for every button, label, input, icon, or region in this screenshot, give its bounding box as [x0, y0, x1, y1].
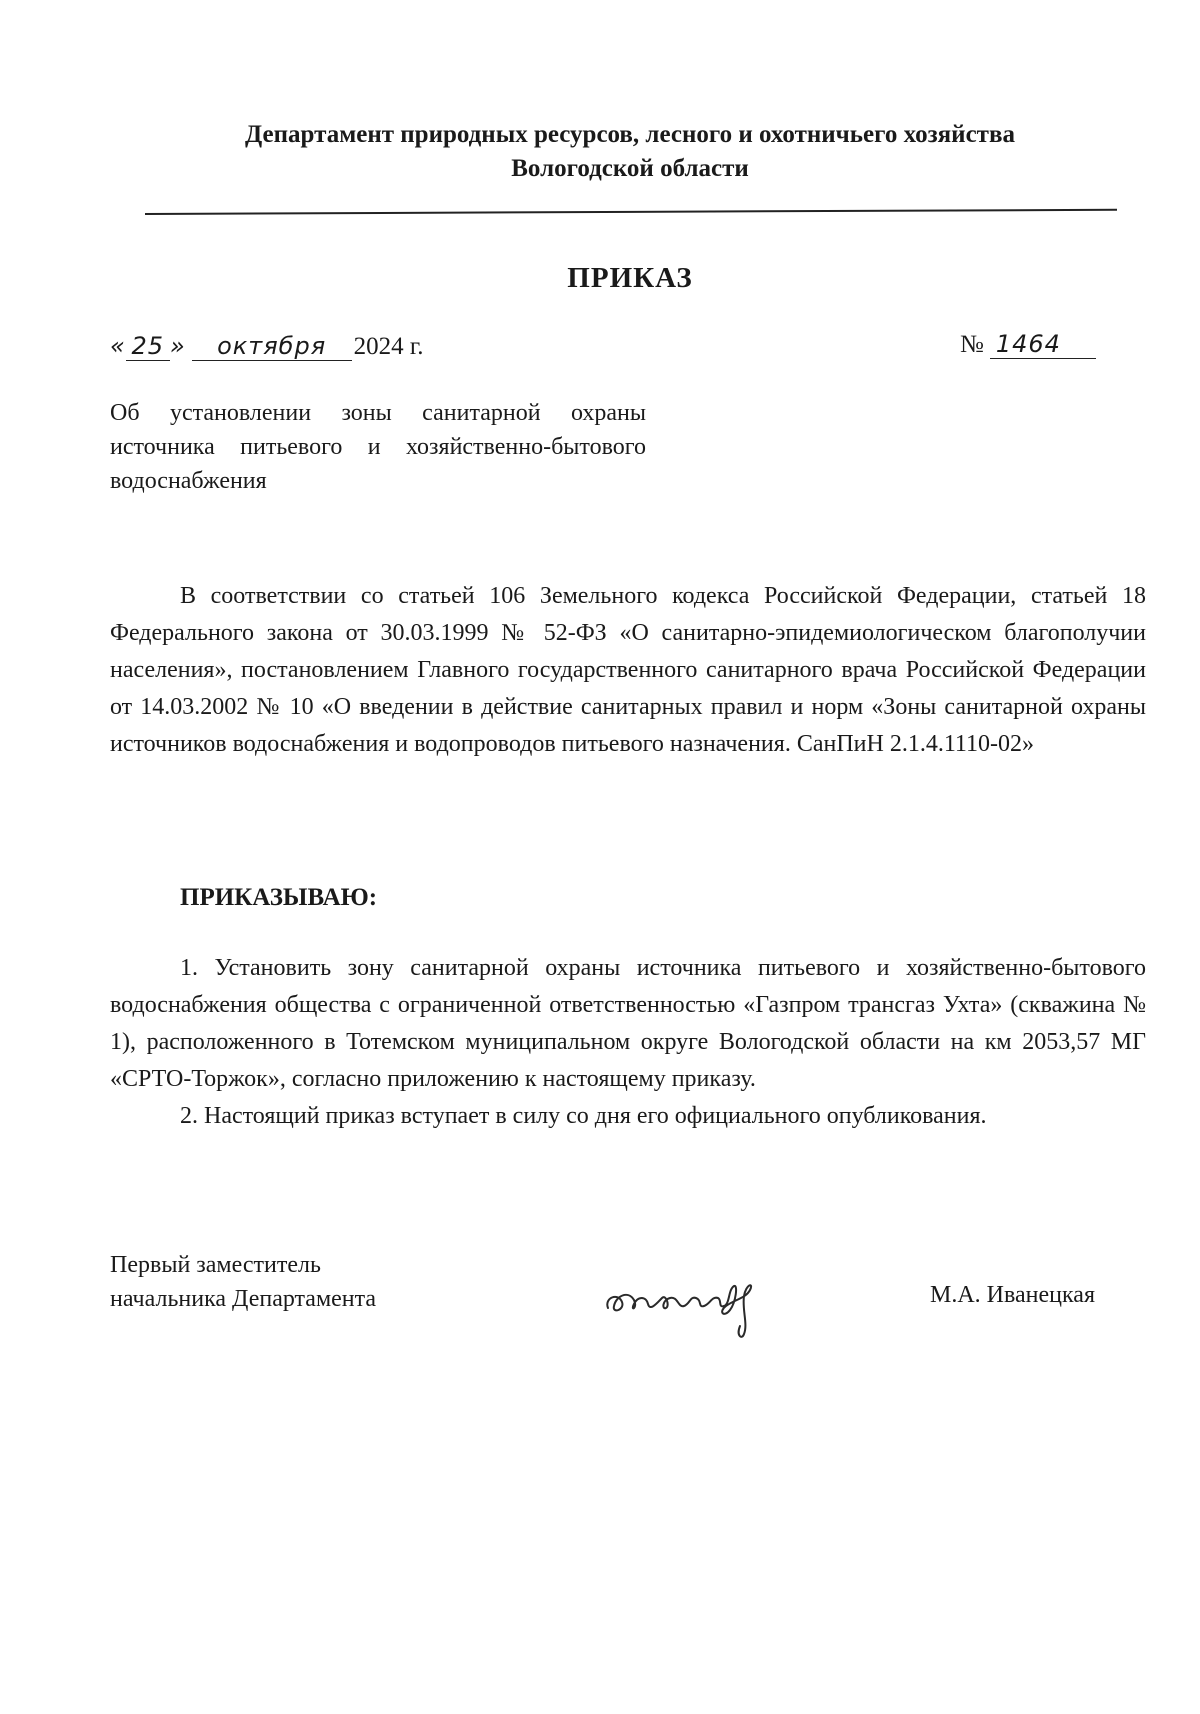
department-name-line-2: Вологодской области [511, 155, 749, 182]
date-close-quote: » [169, 332, 186, 360]
signatory-position [110, 1248, 376, 1316]
document-type-title: ПРИКАЗ [567, 262, 693, 294]
signatory-name: М.А. Иванецкая [930, 1282, 1095, 1308]
order-item-1: 1. Установить зону санитарной охраны источника питьевого и хозяйственно-бытового водоснабжения общества с ограниченной ответственностью «Газпром трансгаз Ухта» (скважина № 1), расположенного в Тотемском муниципальном округе Вологодской области на км 2053,57 МГ «СРТО-Торжок», согласно приложению к настоящему приказу. [110, 955, 1146, 1092]
order-items [110, 950, 1146, 1135]
order-date [110, 332, 424, 361]
department-name-line-1: Департамент природных ресурсов, лесного и охотничьего хозяйства [245, 121, 1015, 148]
department-header [140, 118, 1120, 186]
signatory-position-line-1: Первый заместитель [110, 1252, 321, 1278]
order-directive-heading: ПРИКАЗЫВАЮ: [180, 884, 378, 911]
number-sign: № [960, 331, 984, 358]
number-value: 1464 [990, 330, 1096, 359]
order-item-2: 2. Настоящий приказ вступает в силу со дня его официального опубликования. [180, 1103, 987, 1129]
header-divider [145, 209, 1117, 215]
order-subject: Об установлении зоны санитарной охраны источника питьевого и хозяйственно-бытового водоснабжения [110, 400, 646, 494]
signatory-position-line-2: начальника Департамента [110, 1286, 377, 1312]
order-number [960, 330, 1096, 359]
order-preamble: В соответствии со статьей 106 Земельного кодекса Российской Федерации, статьей 18 Федерального закона от 30.03.1999 № 52-ФЗ «О санитарно-эпидемиологическом благополучии населения», постановлением Главного государственного санитарного врача Российской Федерации от 14.03.2002 № 10 «О введении в действие санитарных правил и норм «Зоны санитарной охраны источников водоснабжения и водопроводов питьевого назначения. СанПиН 2.1.4.1110-02» [110, 583, 1146, 757]
date-year: 2024 г. [353, 333, 424, 360]
date-open-quote: « [110, 332, 126, 360]
handwritten-signature [600, 1262, 780, 1342]
date-day: 25 [126, 332, 170, 361]
date-month: октября [192, 332, 352, 361]
